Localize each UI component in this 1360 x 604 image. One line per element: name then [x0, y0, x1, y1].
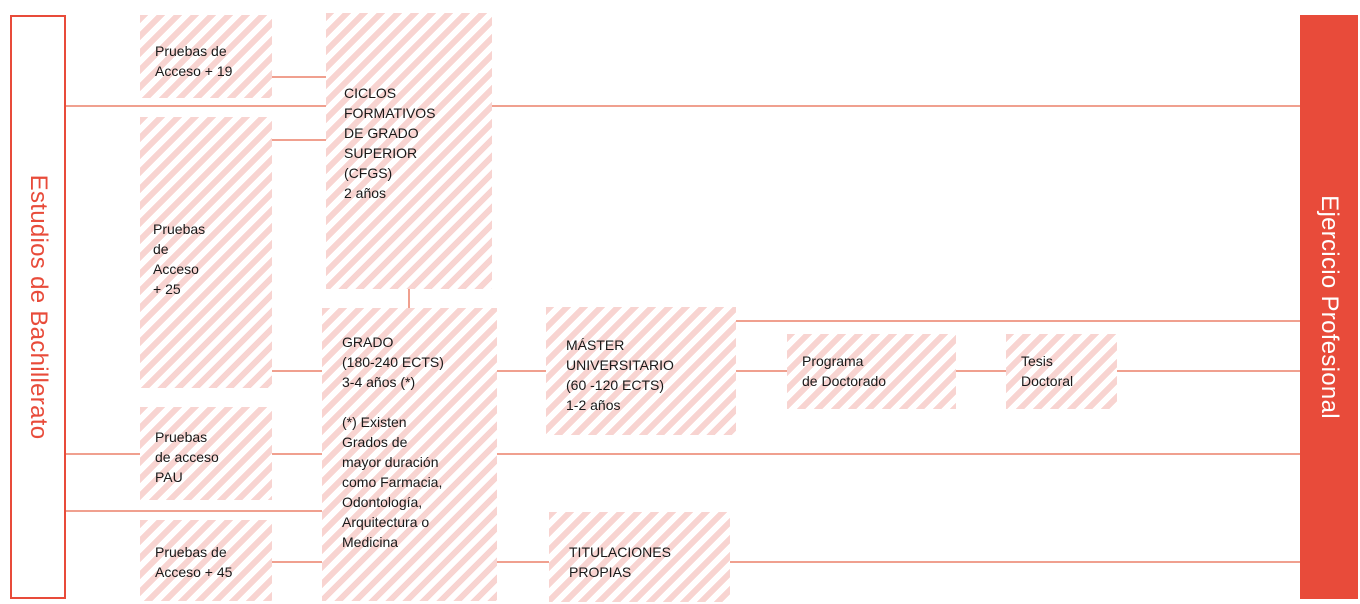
master-label: MÁSTER UNIVERSITARIO (60 -120 ECTS) 1-2 años: [566, 337, 674, 413]
pruebas-pau-label: Pruebas de acceso PAU: [155, 429, 219, 485]
pruebas-acceso-45-box: [140, 520, 272, 601]
cfgs-box: [326, 13, 492, 289]
grado-label: GRADO (180-240 ECTS) 3-4 años (*) (*) Existen Grados de mayor duración como Farmacia, Odontología, Arquitectura o Medicina: [342, 334, 444, 550]
cfgs-label: CICLOS FORMATIVOS DE GRADO SUPERIOR (CFGS) 2 años: [344, 85, 436, 201]
pruebas-acceso-25-box: [140, 117, 272, 388]
grado-box: [322, 308, 497, 601]
titulaciones-propias-label: TITULACIONES PROPIAS: [569, 544, 671, 580]
programa-doctorado-label: Programa de Doctorado: [802, 353, 887, 389]
tesis-doctoral-label: Tesis Doctoral: [1021, 353, 1074, 389]
pruebas-pau-box: [140, 407, 272, 500]
pruebas-acceso-45-label: Pruebas de Acceso + 45: [155, 544, 233, 580]
pruebas-acceso-19-box: [140, 15, 272, 98]
bachillerato-panel: [10, 15, 66, 599]
ejercicio-profesional-label: Ejercicio Profesional: [1316, 195, 1343, 419]
tesis-doctoral-box: [1006, 334, 1117, 409]
programa-doctorado-box: [787, 334, 956, 409]
titulaciones-propias-box: [549, 512, 730, 602]
bachillerato-label: Estudios de Bachillerato: [25, 174, 52, 440]
master-box: [546, 307, 736, 435]
ejercicio-profesional-panel: [1300, 15, 1358, 599]
pruebas-acceso-19-label: Pruebas de Acceso + 19: [155, 43, 233, 79]
pruebas-acceso-25-label: Pruebas de Acceso + 25: [153, 221, 206, 297]
